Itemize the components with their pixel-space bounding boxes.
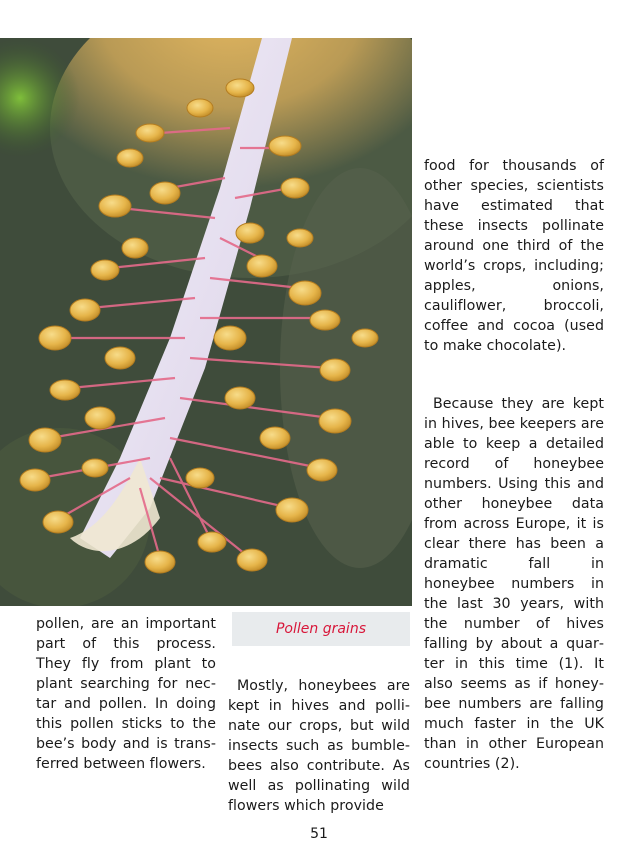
- text-column-1: [36, 614, 216, 774]
- pollen-photo-illustration: [0, 38, 412, 606]
- text-column-2: [228, 676, 410, 816]
- column1-paragraph: pollen, are an important part of this process. They fly from plant to plant searching for nectar and pollen. In doing this pollen sticks to the bee’s body and is transferred between flowers.: [36, 616, 216, 772]
- photo-caption: Pollen grains: [275, 621, 366, 637]
- page-number: 51: [310, 826, 328, 842]
- caption-box: [232, 612, 410, 646]
- text-column-3: [424, 156, 604, 774]
- pollen-photo: [0, 38, 412, 606]
- column3-paragraph-2: Because they are kept in hives, bee keepers are able to keep a detailed record of honeybee numbers. Using this and other honeybee data from across Europe, it is clear there has been a dramatic fall in honeybee numbers in the last 30 years, with the number of hives falling by about a quarter in this time (1). It also seems as if honeybee numbers are falling much faster in the UK than in other European countries (2).: [424, 396, 604, 772]
- column3-paragraph-1: food for thousands of other species, scientists have estimated that these insects pollinate around one third of the world’s crops, including; apples, onions, cauliflower, broccoli, coffee and cocoa (used to make chocolate).: [424, 158, 604, 354]
- column2-paragraph: Mostly, honeybees are kept in hives and pollinate our crops, but wild insects such as bumblebees also contribute. As well as pollinating wild flowers which provide: [228, 678, 410, 814]
